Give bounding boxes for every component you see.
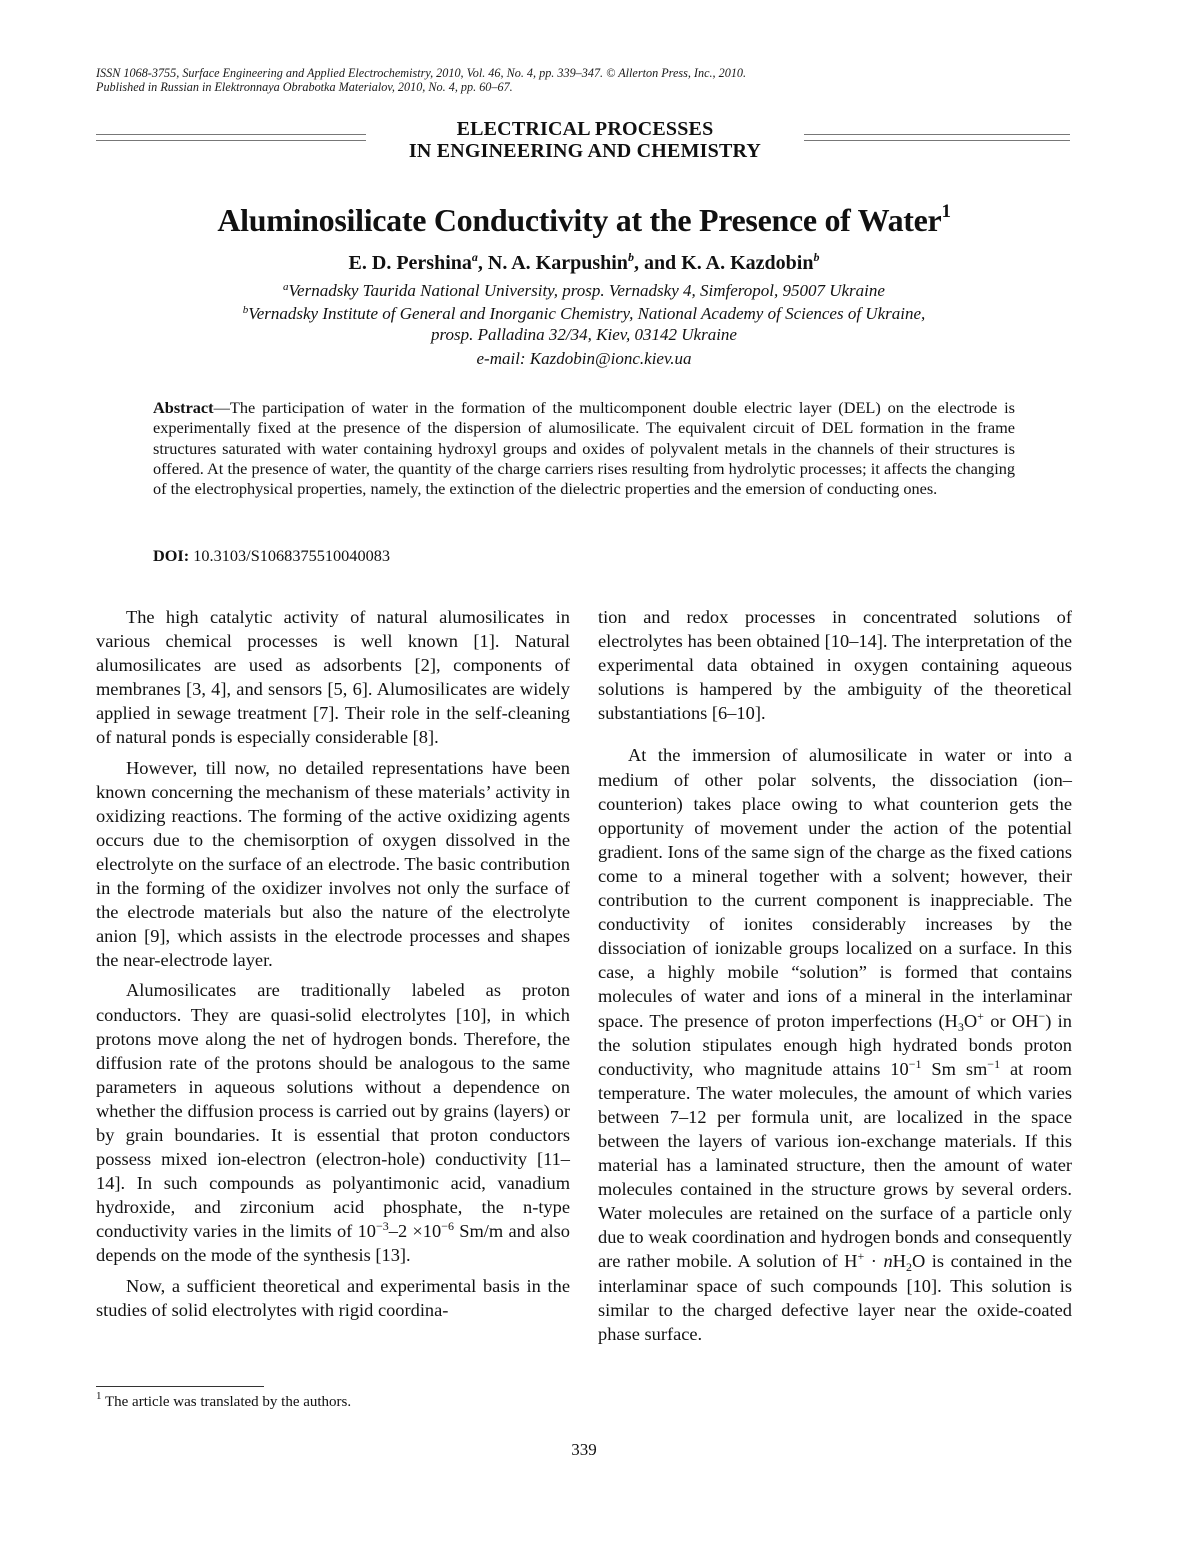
body-paragraph: tion and redox processes in concentrated solutions of electrolytes has been obtained [10–14]. The interpretation of the experimental data obtained in oxygen containing aqueous solutions is hampered by the ambiguity of the theoretical substantiations [6–10]. [598, 607, 1072, 724]
author-name: K. A. Kazdobin [681, 252, 814, 274]
superscript: + [857, 1249, 865, 1264]
affiliation-b [60, 303, 1108, 325]
author-separator: , and [633, 252, 682, 274]
affiliation-a [60, 280, 1108, 302]
journal-header [96, 66, 746, 94]
body-paragraph [96, 978, 570, 1267]
footnote-text: The article was translated by the authors. [101, 1394, 352, 1410]
section-heading-line2: IN ENGINEERING AND CHEMISTRY [408, 140, 762, 162]
paper-title [0, 200, 1168, 240]
body-text: · [864, 1251, 884, 1272]
body-paragraph: However, till now, no detailed representations have been known concerning the mechanism of these materials’ activity in oxidizing reactions. The forming of the active oxidizing agents occurs due to the chemisorption of oxygen dissolved in the electrolyte on the surface of an electrode. The basic contribution in the forming of the oxidizer involves not only the surface of the electrode materials but also the nature of the electrolyte anion [9], which assists in the electrode processes and shapes the near-electrode layer. [96, 757, 570, 971]
author-affiliation-mark: b [813, 250, 820, 264]
body-text: O is contained in the interlaminar space of such compounds [10]. This solution is similar to the charged defective layer near the oxide-coated phase surface. [598, 1251, 1072, 1344]
affiliation-b-mark: b [242, 304, 249, 316]
footnote-mark: 1 [96, 1390, 102, 1402]
body-paragraph: Now, a sufficient theoretical and experimental basis in the studies of solid electrolytes with rigid coordina- [96, 1275, 570, 1320]
left-column [96, 605, 570, 1322]
author-affiliation-mark: a [471, 250, 478, 264]
abstract [153, 398, 1015, 499]
body-text: Alumosilicates are traditionally labeled as proton conductors. They are quasi-solid electrolytes [10], in which protons move along the net of hydrogen bonds. Therefore, the diffusion rate of the protons should be analogous to the same parameters in aqueous solutions without a dependence on whether the diffusion process is carried out by grains (layers) or by grain boundaries. It is essential that proton conductors possess mixed ion-electron (electron-hole) conductivity [11–14]. In such compounds as polyantimonic acid, vanadium hydroxide, and zirconium acid phosphate, the n-type conductivity varies in the limits of 10 [96, 980, 570, 1242]
italic-variable: n [883, 1251, 893, 1272]
journal-header-line1: ISSN 1068-3755, Surface Engineering and Applied Electrochemistry, 2010, Vol. 46, No. 4, pp. 339–347. © Allerton Press, Inc., 2010. [96, 66, 747, 80]
subscript: 2 [905, 1260, 912, 1275]
author-name: E. D. Pershina [348, 252, 472, 274]
paper-title-text: Aluminosilicate Conductivity at the Presence of Water [217, 202, 942, 238]
abstract-text: —The participation of water in the formation of the multicomponent double electric layer (DEL) on the electrode is experimentally fixed at the presence of the dispersion of alumosilicate. The equivalent circuit of DEL formation in the frame structures saturated with water containing hydroxyl groups and oxides of polyvalent metals in the channels of their structures is offered. At the presence of water, the quantity of the charge carriers rises resulting from hydrolytic processes; it affects the changing of the electrophysical properties, namely, the extinction of the dielectric properties and the emersion of conducting ones. [153, 398, 1015, 499]
right-column [598, 605, 1072, 1346]
contact-email: e-mail: Kazdobin@ionc.kiev.ua [476, 349, 692, 368]
body-text: at room temperature. The water molecules, the amount of which varies between 7–12 per formula unit, are localized in the space between the layers of various ion-exchange materials. If this material has a laminated structure, then the amount of water molecules contained in the structure grows by several orders. Water molecules are retained on the surface of a particle only due to weak coordination and hydrogen bonds and consequently are rather mobile. A solution of H [598, 1058, 1072, 1272]
section-rule-right-top [804, 134, 1070, 135]
section-rule-left-top [96, 134, 366, 135]
body-text: At the immersion of alumosilicate in water or into a medium of other polar solvents, the dissociation (ion–counterion) takes place owing to what counterion gets the opportunity of movement under the action of the potential gradient. Ions of the same sign of the charge as the fixed cations come to a mineral together with a solvent; however, their contribution to the current component is inappreciable. The conductivity of ionites considerably increases by the dissociation of ionizable groups localized on a surface. In this case, a highly mobile “solution” is formed that contains molecules of water and ions of a mineral in the interlaminar space. The presence of proton imperfections (H [598, 745, 1072, 1031]
affiliation-b-line2: prosp. Palladina 32/34, Kiev, 03142 Ukraine [431, 325, 737, 344]
section-heading-line1: ELECTRICAL PROCESSES [456, 118, 714, 140]
body-text: O [963, 1010, 978, 1031]
footnote-rule [96, 1386, 264, 1387]
body-text: Sm sm [921, 1058, 988, 1079]
affiliation-a-text: Vernadsky Taurida National University, prosp. Vernadsky 4, Simferopol, 95007 Ukraine [288, 281, 885, 300]
affiliation-b-text-line1: Vernadsky Institute of General and Inorganic Chemistry, National Academy of Sciences of Ukraine, [248, 304, 926, 323]
section-rule-right-bottom [804, 140, 1070, 141]
exponent: −6 [441, 1219, 454, 1234]
body-paragraph [598, 743, 1072, 1345]
section-heading [372, 118, 798, 162]
footnote [96, 1392, 351, 1412]
title-footnote-mark: 1 [941, 201, 951, 222]
author-list [0, 250, 1168, 276]
superscript: + [977, 1008, 984, 1023]
body-text: or OH [983, 1010, 1039, 1031]
exponent: −1 [908, 1056, 922, 1071]
page-number: 339 [571, 1440, 597, 1459]
author-name: N. A. Karpushin [487, 252, 628, 274]
journal-header-line2: Published in Russian in Elektronnaya Obrabotka Materialov, 2010, No. 4, pp. 60–67. [96, 80, 513, 94]
body-text: Sm/m and also depends on the mode of the synthesis [13]. [96, 1221, 570, 1266]
abstract-label: Abstract [153, 398, 214, 417]
doi-label: DOI: [153, 546, 190, 565]
author-affiliation-mark: b [627, 250, 634, 264]
author-separator: , [477, 252, 488, 274]
exponent: −1 [987, 1056, 1001, 1071]
doi-value: 10.3103/S1068375510040083 [193, 546, 391, 565]
body-text: –2 ×10 [388, 1221, 442, 1242]
body-text: ) in the solution stipulates enough high hydrated bonds proton conductivity, who magnitude attains 10 [598, 1010, 1072, 1079]
superscript: − [1038, 1008, 1046, 1023]
subscript: 3 [957, 1019, 964, 1034]
section-rule-left-bottom [96, 140, 366, 141]
body-paragraph: The high catalytic activity of natural alumosilicates in various chemical processes is well known [1]. Natural alumosilicates are used as adsorbents [2], components of membranes [3, 4], and sensors [5, 6]. Alumosilicates are widely applied in sewage treatment [7]. Their role in the self-cleaning of natural ponds is especially considerable [8]. [96, 607, 570, 748]
doi [153, 546, 390, 566]
affiliation-a-mark: a [283, 281, 289, 293]
exponent: −3 [375, 1219, 389, 1234]
body-text: H [892, 1251, 906, 1272]
